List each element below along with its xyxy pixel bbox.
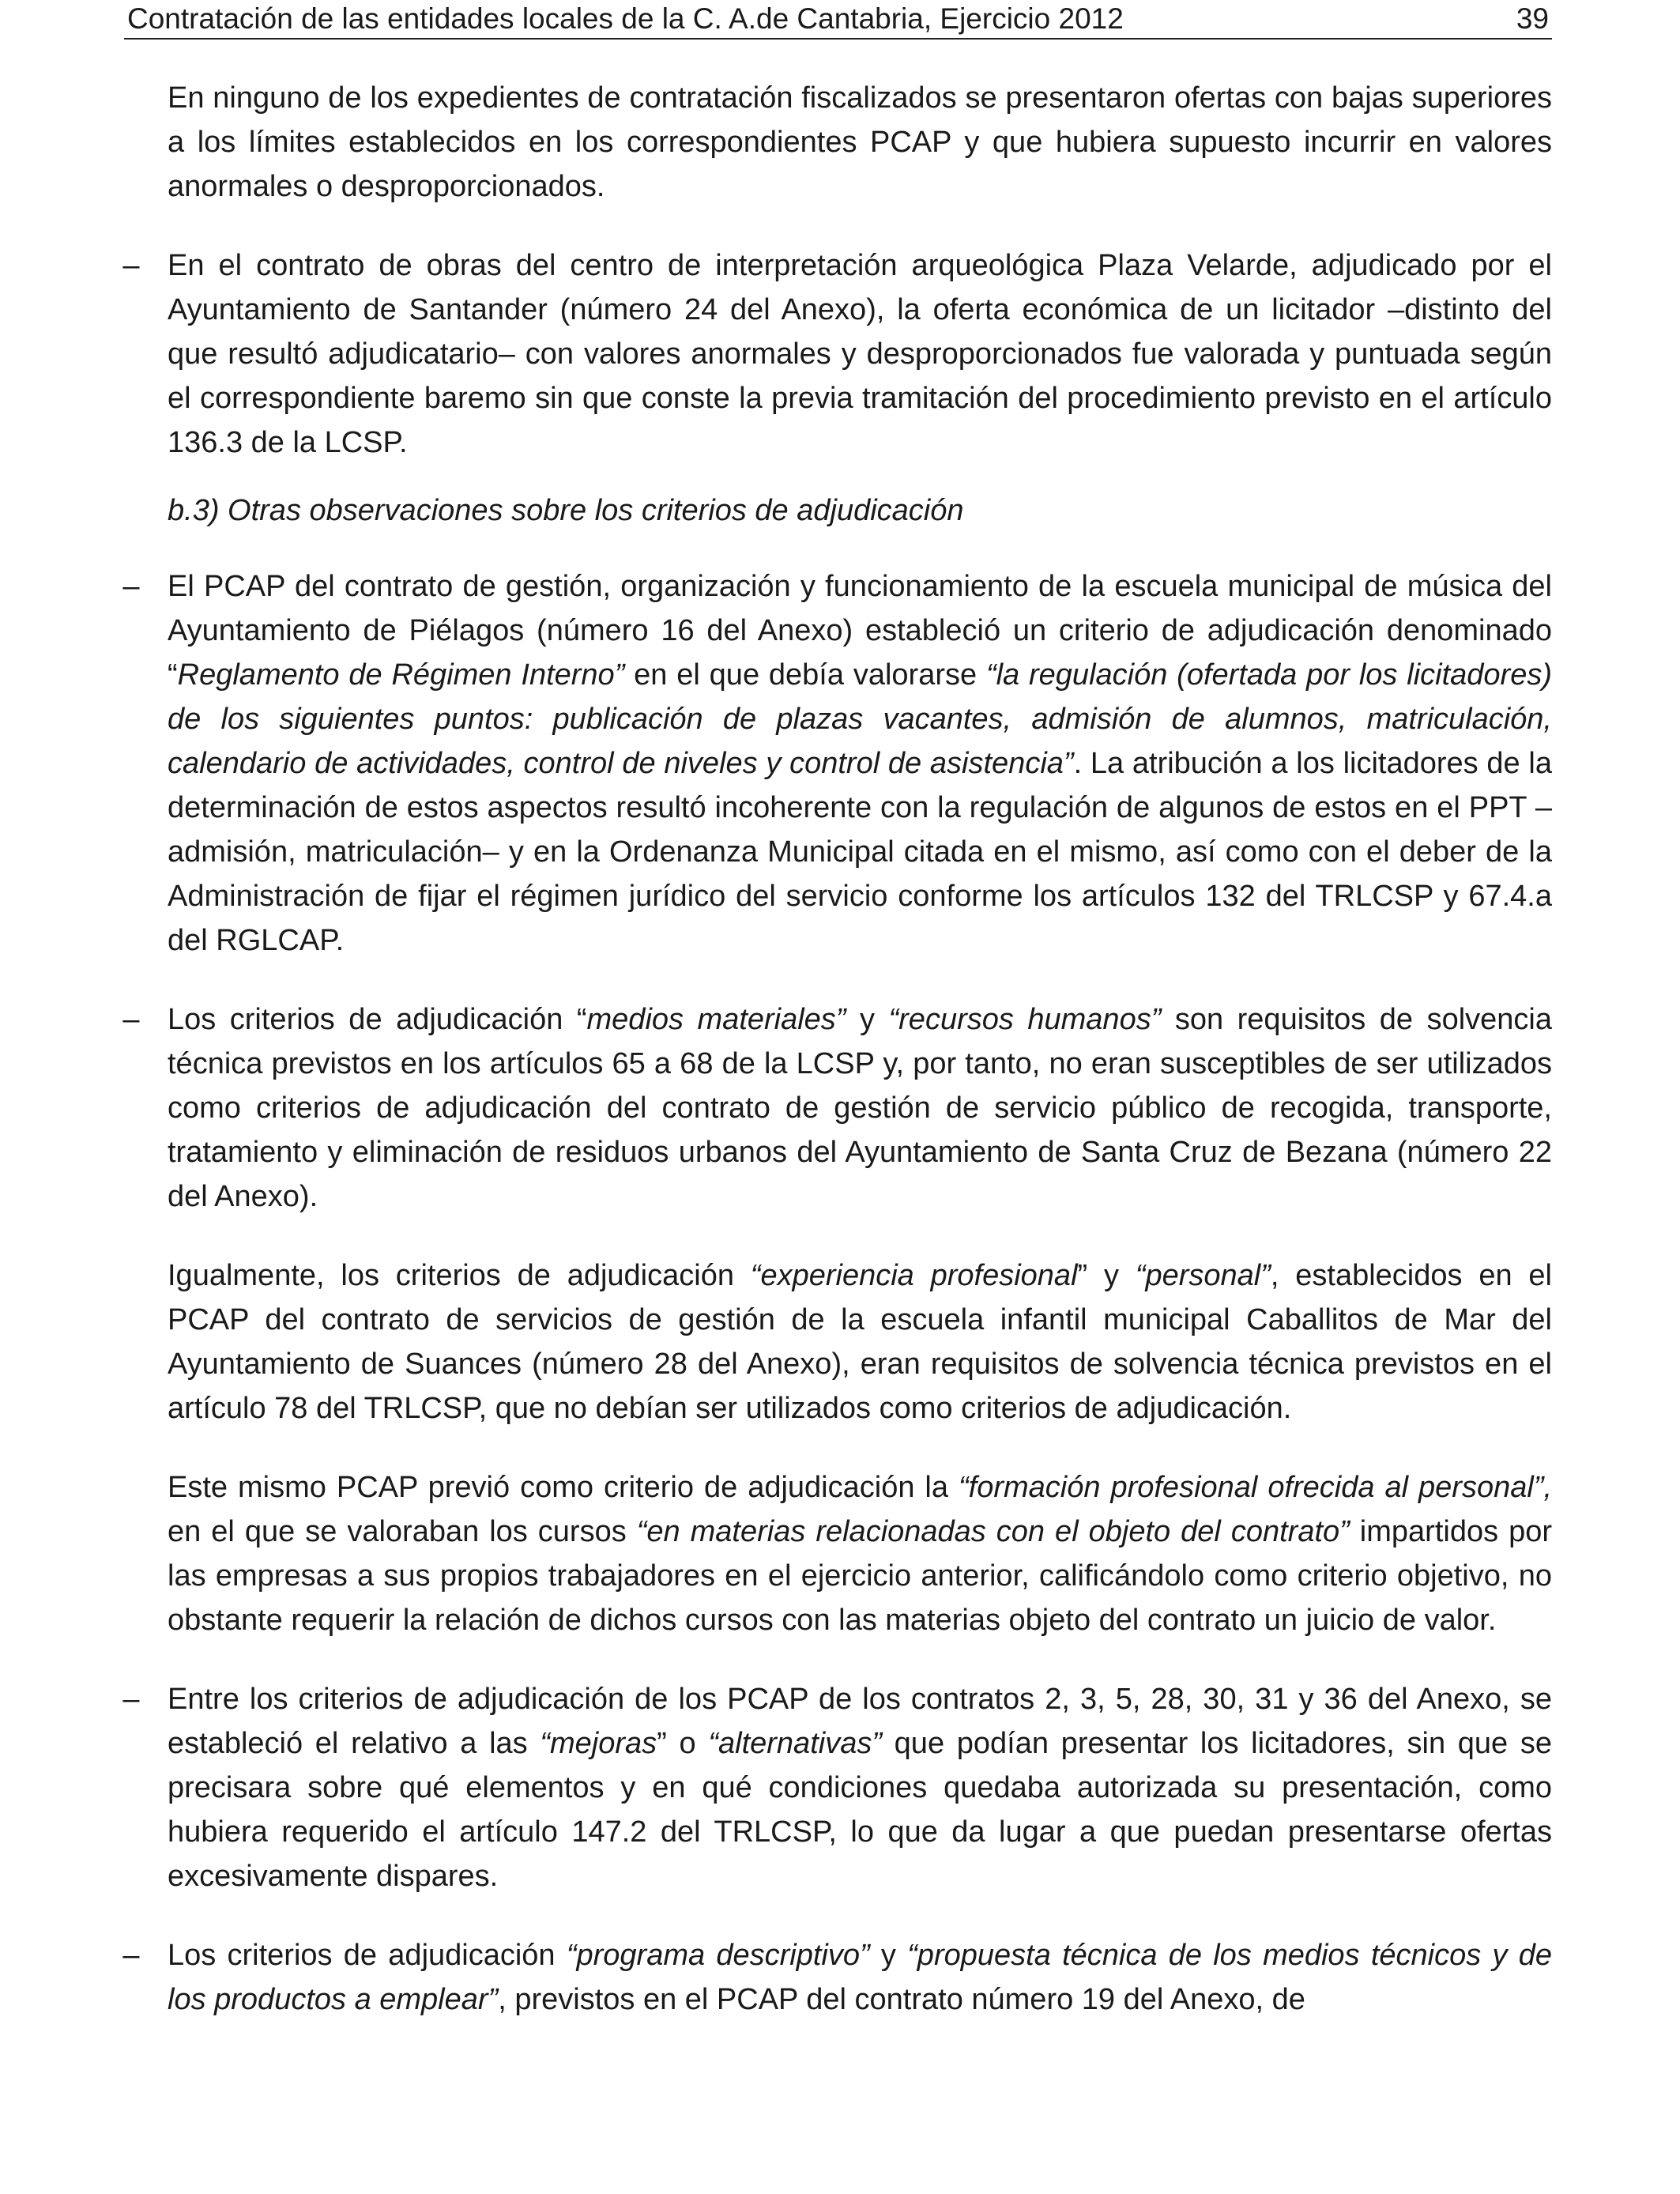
paragraph-text: En el contrato de obras del centro de interpretación arqueológica Plaza Velarde, adjudicado por el Ayuntamiento de Santander (número 24 del Anexo), la oferta económica de un licitador –distinto del que resultó adjudicatario– con valores anormales y desproporcionados fue valorada y puntuada según el correspondiente baremo sin que conste la previa tramitación del procedimiento previsto en el artículo 136.3 de la LCSP.	[168, 249, 1552, 459]
bullet-dash: –	[122, 1683, 140, 1716]
page-body	[122, 76, 1553, 2056]
paragraph-text: ” o	[657, 1727, 709, 1760]
paragraph-text: En ninguno de los expedientes de contratación fiscalizados se presentaron ofertas con bajas superiores a los límites establecidos en los correspondientes PCAP y que hubiera supuesto incurrir en valores anormales o desproporcionados.	[168, 81, 1552, 203]
bullet-paragraph	[122, 564, 1552, 963]
paragraph-text: y	[869, 1939, 908, 1972]
italic-text: medios materiales”	[586, 1003, 846, 1036]
italic-text: Reglamento de Régimen Interno”	[177, 658, 625, 692]
italic-text: “mejoras	[540, 1727, 657, 1760]
bullet-paragraph	[122, 1933, 1552, 2022]
paragraph-text: Los criterios de adjudicación	[168, 1939, 567, 1972]
italic-text: “formación profesional ofrecida al personal”,	[958, 1471, 1552, 1504]
italic-text: “programa descriptivo”	[566, 1939, 870, 1972]
bullet-paragraph	[122, 997, 1552, 1219]
paragraph-text: , previstos en el PCAP del contrato número 19 del Anexo, de	[498, 1983, 1305, 2016]
paragraph-text: en el que se valoraban los cursos	[168, 1515, 637, 1548]
bullet-dash: –	[122, 1939, 140, 1972]
document-title: Contratación de las entidades locales de la C. A.de Cantabria, Ejercicio 2012	[127, 2, 1124, 35]
bullet-paragraph	[122, 243, 1552, 465]
page-number: 39	[1516, 2, 1549, 35]
paragraph-text: El PCAP del contrato de gestión, organización y funcionamiento de la escuela municipal de música del Ayuntamiento de Piélagos (número 16 del Anexo) estableció un criterio de adjudicación denominado “	[168, 570, 1552, 692]
paragraph-text: Igualmente, los criterios de adjudicación	[168, 1259, 751, 1292]
paragraph-text: Entre los criterios de adjudicación de los PCAP de los contratos 2, 3, 5, 28, 30, 31 y 36 del Anexo, se estableció el relativo a las	[168, 1683, 1552, 1760]
paragraph-text: . La atribución a los licitadores de la determinación de estos aspectos resultó incoherente con la regulación de algunos de estos en el PPT –admisión, matriculación– y en la Ordenanza Municipal citada en el mismo, así como con el deber de la Administración de fijar el régimen jurídico del servicio conforme los artículos 132 del TRLCSP y 67.4.a del RGLCAP.	[168, 747, 1552, 957]
paragraph-text: ” y	[1077, 1259, 1136, 1292]
paragraph	[168, 1253, 1552, 1431]
paragraph-text: Este mismo PCAP previó como criterio de adjudicación la	[168, 1471, 959, 1504]
bullet-paragraph	[122, 1677, 1552, 1898]
paragraph-text: en el que debía valorarse	[624, 658, 986, 692]
italic-text: “experiencia profesional	[750, 1259, 1078, 1292]
paragraph-text: , establecidos en el PCAP del contrato de servicios de gestión de la escuela infantil municipal Caballitos de Mar del Ayuntamiento de Suances (número 28 del Anexo), eran requisitos de solvencia técnica previstos en el artículo 78 del TRLCSP, que no debían ser utilizados como criterios de adjudicación.	[168, 1259, 1552, 1425]
italic-text: “propuesta técnica de los medios técnicos y de los productos a emplear”	[168, 1939, 1552, 2016]
paragraph-text: impartidos por las empresas a sus propios trabajadores en el ejercicio anterior, calificándolo como criterio objetivo, no obstante requerir la relación de dichos cursos con las materias objeto del contrato un juicio de valor.	[168, 1515, 1553, 1637]
bullet-dash: –	[122, 570, 140, 603]
italic-text: “personal”	[1135, 1259, 1271, 1292]
paragraph	[168, 76, 1552, 209]
section-heading: b.3) Otras observaciones sobre los criterios de adjudicación	[168, 494, 964, 527]
italic-text: “en materias relacionadas con el objeto del contrato”	[636, 1515, 1350, 1548]
page-header	[124, 0, 1552, 40]
italic-text: “recursos humanos”	[888, 1003, 1162, 1036]
bullet-dash: –	[122, 1003, 140, 1036]
italic-text: “la regulación (ofertada por los licitadores) de los siguientes puntos: publicación de plazas vacantes, admisión de alumnos, matriculación, calendario de actividades, control de niveles y control de asistencia”	[168, 658, 1552, 780]
paragraph-text: Los criterios de adjudicación “	[168, 1003, 587, 1036]
paragraph-text: que podían presentar los licitadores, sin que se precisara sobre qué elementos y en qué condiciones quedaba autorizada su presentación, como hubiera requerido el artículo 147.2 del TRLCSP, lo que da lugar a que puedan presentarse ofertas excesivamente dispares.	[168, 1727, 1552, 1893]
italic-text: “alternativas”	[708, 1727, 882, 1760]
paragraph	[168, 1465, 1552, 1642]
bullet-dash: –	[122, 249, 140, 282]
paragraph-text: y	[846, 1003, 889, 1036]
paragraph-text: son requisitos de solvencia técnica previstos en los artículos 65 a 68 de la LCSP y, por tanto, no eran susceptibles de ser utilizados como criterios de adjudicación del contrato de gestión de servicio público de recogida, transporte, tratamiento y eliminación de residuos urbanos del Ayuntamiento de Santa Cruz de Bezana (número 22 del Anexo).	[168, 1003, 1552, 1213]
